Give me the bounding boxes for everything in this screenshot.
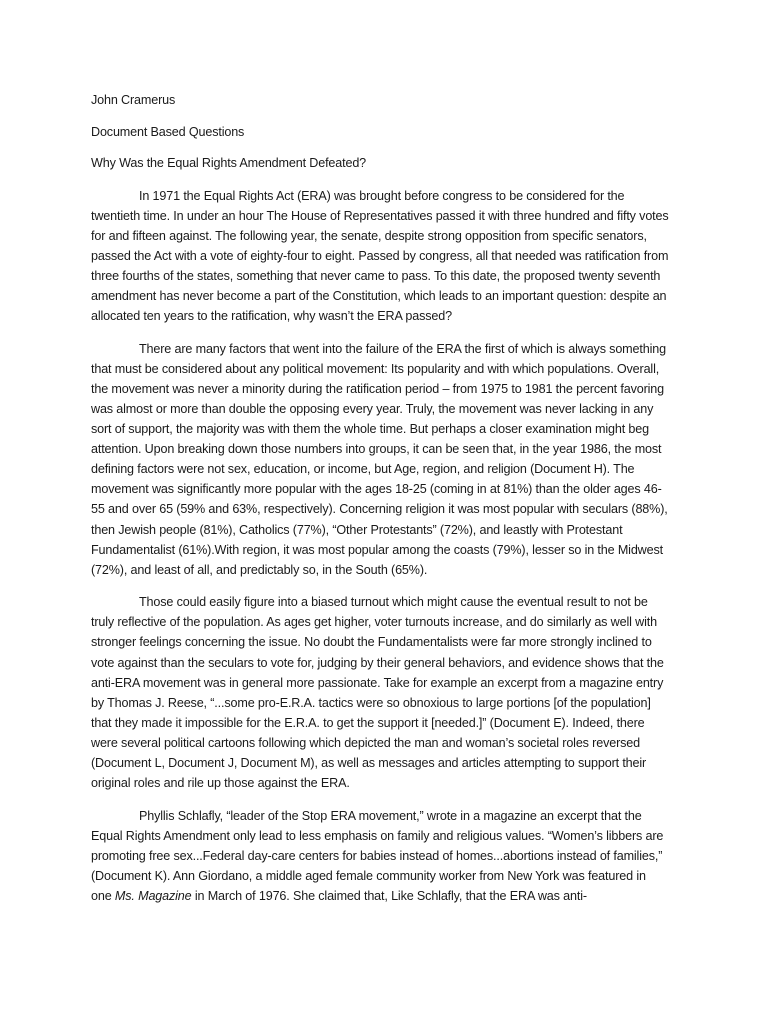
paragraph-3: Those could easily figure into a biased turnout which might cause the eventual result to not be truly reflective of the population. As ages get higher, voter turnouts increase, and do similarly as well with stronger feelings concerning the issue. No doubt the Fundamentalists were far more strongly inclined to vote against than the seculars to vote for, judging by their general behaviors, and evidence shows that the anti-ERA movement was in general more passionate. Take for example an excerpt from a magazine entry by Thomas J. Reese, “...some pro-E.R.A. tactics were so obnoxious to large portions [of the population] that they made it impossible for the E.R.A. to get the support it [needed.]” (Document E). Indeed, there were several political cartoons following which depicted the man and woman’s societal roles reversed (Document L, Document J, Document M), as well as messages and articles attempting to support their original roles and rile up those against the ERA. (91, 595, 664, 791)
document-page (91, 91, 669, 919)
paragraph-1: In 1971 the Equal Rights Act (ERA) was brought before congress to be considered for the twentieth time. In under an hour The House of Representatives passed it with three hundred and fifty votes for and fifteen against. The following year, the senate, despite strong opposition from specific senators, passed the Act with a vote of eighty-four to eight. Passed by congress, all that needed was ratification from three fourths of the states, something that never came to pass. To this date, the proposed twenty seventh amendment has never become a part of the Constitution, which leads to an important question: despite an allocated ten years to the ratification, why wasn’t the ERA passed? (91, 188, 669, 324)
course-title: Document Based Questions (91, 124, 245, 139)
essay-title: Why Was the Equal Rights Amendment Defeated? (91, 156, 367, 170)
paragraph-4-before: Phyllis Schlafly, “leader of the Stop ERA movement,” wrote in a magazine an excerpt that the Equal Rights Amendment only lead to less emphasis on family and religious values. “Women’s libbers are promoting free sex...Federal day-care centers for babies instead of homes...abortions instead of families,” (Document K). Ann Giordano, a middle aged female community worker from New York was featured in one (91, 808, 664, 904)
magazine-title: Ms. Magazine (114, 889, 192, 904)
author-name: John Cramerus (91, 93, 176, 107)
paragraph-4-after: in March of 1976. She claimed that, Like Schlafly, that the ERA was anti- (191, 889, 587, 904)
paragraph-2: There are many factors that went into the failure of the ERA the first of which is always something that must be considered about any political movement: Its popularity and with which populations. Overall, the movement was never a minority during the ratification period – from 1975 to 1981 the percent favoring was almost or more than double the opposing every year. Truly, the movement was never lacking in any sort of support, the majority was with them the whole time. But perhaps a closer examination might beg attention. Upon breaking down those numbers into groups, it can be seen that, in the year 1986, the most defining factors were not sex, education, or income, but Age, region, and religion (Document H). The movement was significantly more popular with the ages 18-25 (coming in at 81%) than the older ages 46-55 and over 65 (59% and 63%, respectively). Concerning religion it was most popular with seculars (88%), then Jewish people (81%), Catholics (77%), “Other Protestants” (72%), and leastly with Protestant Fundamentalist (61%).With region, it was most popular among the coasts (79%), lesser so in the Midwest (72%), and least of all, and predictably so, in the South (65%). (91, 341, 668, 577)
paragraph-4 (91, 806, 669, 906)
